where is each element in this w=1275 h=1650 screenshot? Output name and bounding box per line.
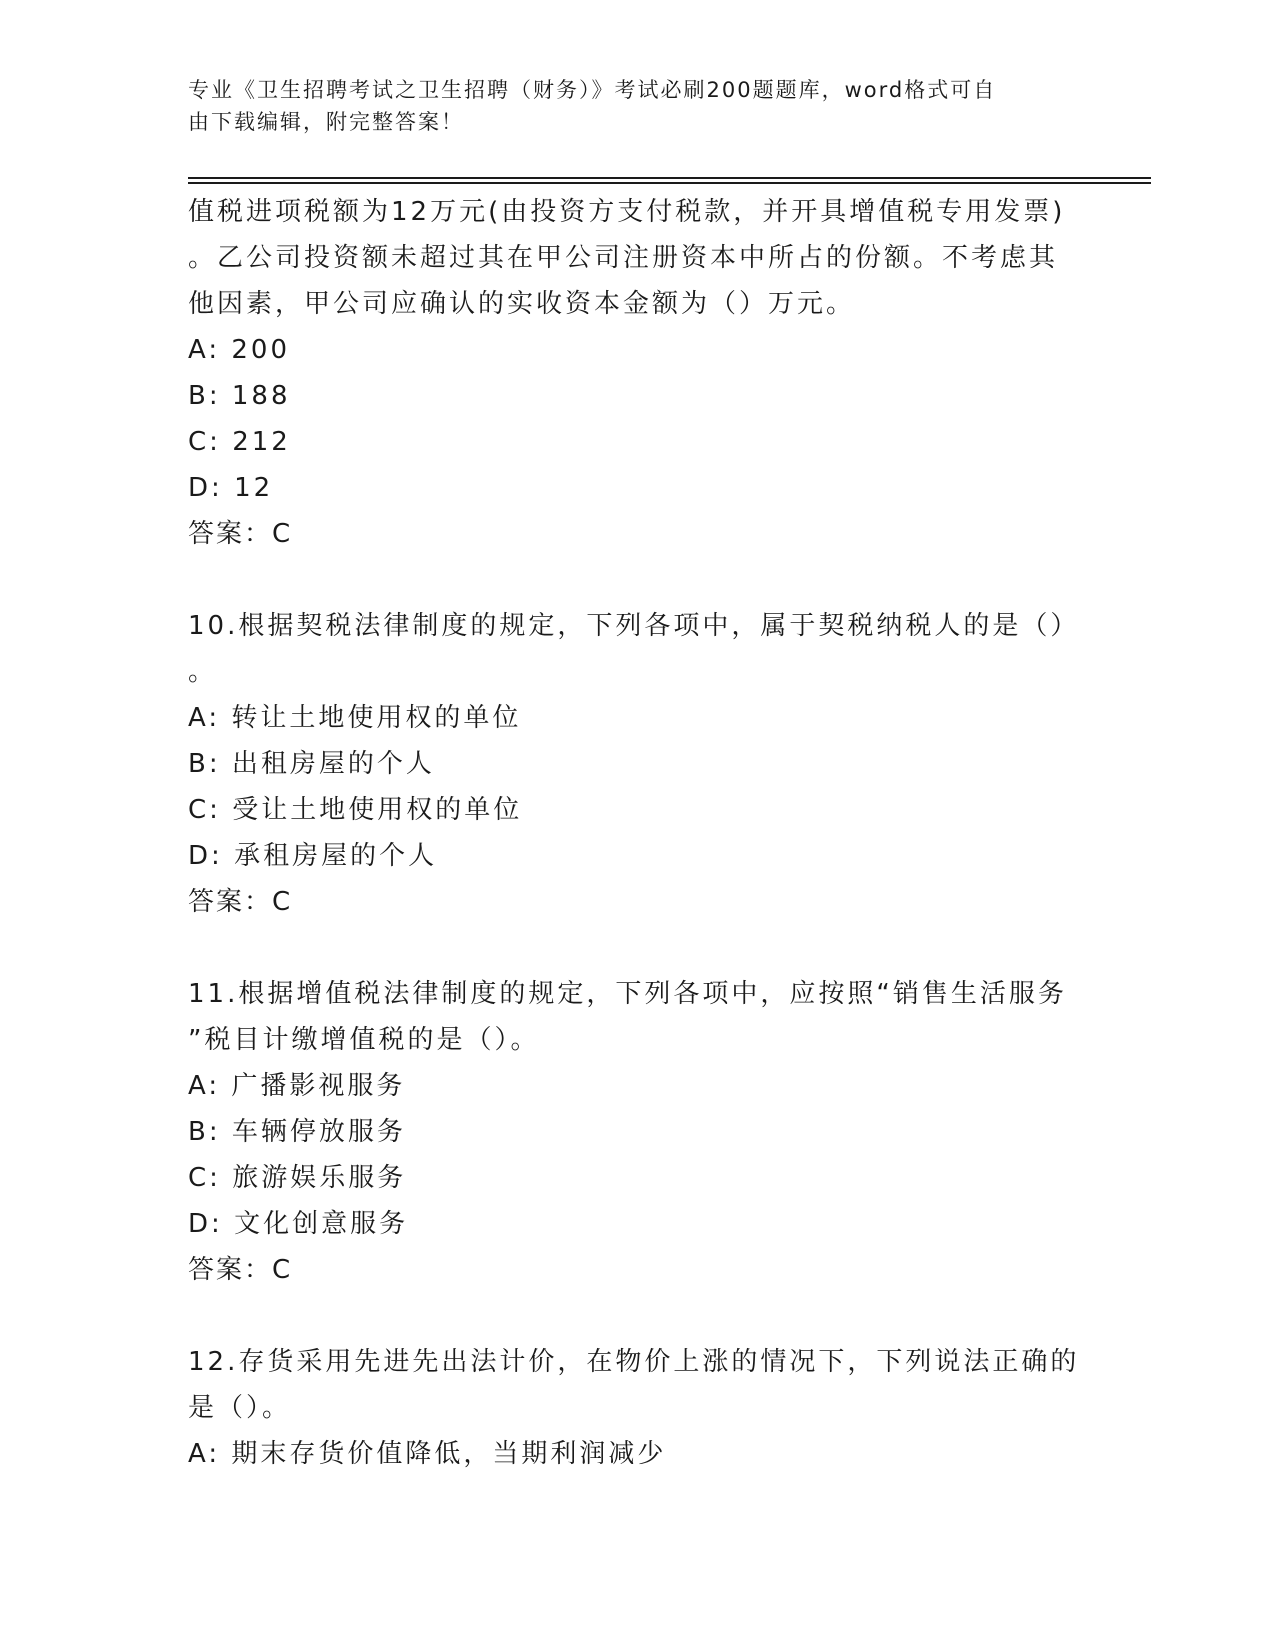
option-key: B (188, 381, 209, 411)
option-separator: : (209, 1163, 233, 1193)
option-c (188, 1155, 1088, 1201)
option-separator: : (208, 749, 232, 779)
question-10 (188, 603, 1088, 925)
option-d (188, 465, 1088, 511)
question-stem-line: 。乙公司投资额未超过其在甲公司注册资本中所占的份额。不考虑其 (188, 243, 1059, 273)
answer-line: 答案：C (188, 887, 293, 917)
option-text: 188 (231, 381, 291, 411)
option-d (188, 833, 1088, 879)
option-separator: : (208, 1071, 232, 1101)
option-c (188, 419, 1088, 465)
option-key: C (188, 795, 210, 825)
header-divider-bottom (188, 182, 1151, 184)
option-text: 旅游娱乐服务 (232, 1163, 407, 1193)
option-text: 200 (231, 335, 291, 365)
option-c (188, 787, 1088, 833)
question-spacer (188, 557, 1088, 603)
option-text: 广播影视服务 (231, 1071, 406, 1101)
question-stem-line: 11.根据增值税法律制度的规定，下列各项中，应按照“销售生活服务 (188, 979, 1067, 1009)
option-key: A (188, 335, 209, 365)
option-separator: : (208, 703, 232, 733)
option-separator: : (208, 335, 232, 365)
option-key: A (188, 703, 209, 733)
option-text: 转让土地使用权的单位 (231, 703, 522, 733)
question-stem-line: 是（）。 (188, 1393, 292, 1423)
question-stem-line: ”税目计缴增值税的是（）。 (188, 1025, 540, 1055)
option-separator: : (209, 795, 233, 825)
option-separator: : (209, 427, 233, 457)
answer-line: 答案：C (188, 519, 293, 549)
option-a (188, 1063, 1088, 1109)
question-spacer (188, 1293, 1088, 1339)
answer-line: 答案：C (188, 1255, 293, 1285)
option-d (188, 1201, 1088, 1247)
option-key: A (188, 1071, 209, 1101)
option-a (188, 327, 1088, 373)
question-stem-line: 。 (188, 657, 218, 687)
question-stem-line: 10.根据契税法律制度的规定，下列各项中，属于契税纳税人的是（） (188, 611, 1080, 641)
option-separator: : (208, 1117, 232, 1147)
option-b (188, 1109, 1088, 1155)
option-text: 出租房屋的个人 (231, 749, 435, 779)
header-title-line-1: 专业《卫生招聘考试之卫生招聘（财务）》考试必刷200题题库，word格式可自 (188, 78, 997, 102)
header-divider-top (188, 177, 1151, 179)
option-a (188, 695, 1088, 741)
option-a (188, 1431, 1088, 1477)
option-key: B (188, 749, 209, 779)
option-key: B (188, 1117, 209, 1147)
option-key: A (188, 1439, 209, 1469)
option-text: 承租房屋的个人 (234, 841, 438, 871)
option-text: 212 (232, 427, 291, 457)
option-separator: : (211, 473, 235, 503)
option-text: 车辆停放服务 (231, 1117, 406, 1147)
question-stem-line: 12.存货采用先进先出法计价，在物价上涨的情况下，下列说法正确的 (188, 1347, 1080, 1377)
question-9 (188, 189, 1088, 557)
option-b (188, 741, 1088, 787)
option-key: D (188, 841, 212, 871)
question-11 (188, 971, 1088, 1293)
question-stem-line: 他因素，甲公司应确认的实收资本金额为（）万元。 (188, 289, 856, 319)
option-separator: : (208, 381, 232, 411)
option-text: 期末存货价值降低，当期利润减少 (231, 1439, 667, 1469)
option-separator: : (211, 841, 235, 871)
option-key: D (188, 1209, 212, 1239)
document-header (188, 74, 1068, 138)
option-key: C (188, 427, 210, 457)
option-separator: : (208, 1439, 232, 1469)
option-key: D (188, 473, 212, 503)
question-12 (188, 1339, 1088, 1477)
option-b (188, 373, 1088, 419)
question-stem-line: 值税进项税额为12万元(由投资方支付税款，并开具增值税专用发票) (188, 197, 1066, 227)
option-separator: : (211, 1209, 235, 1239)
option-text: 文化创意服务 (234, 1209, 409, 1239)
question-list (188, 189, 1088, 1477)
question-spacer (188, 925, 1088, 971)
option-key: C (188, 1163, 210, 1193)
option-text: 受让土地使用权的单位 (232, 795, 523, 825)
header-title-line-2: 由下载编辑，附完整答案！ (188, 110, 464, 134)
option-text: 12 (234, 473, 274, 503)
